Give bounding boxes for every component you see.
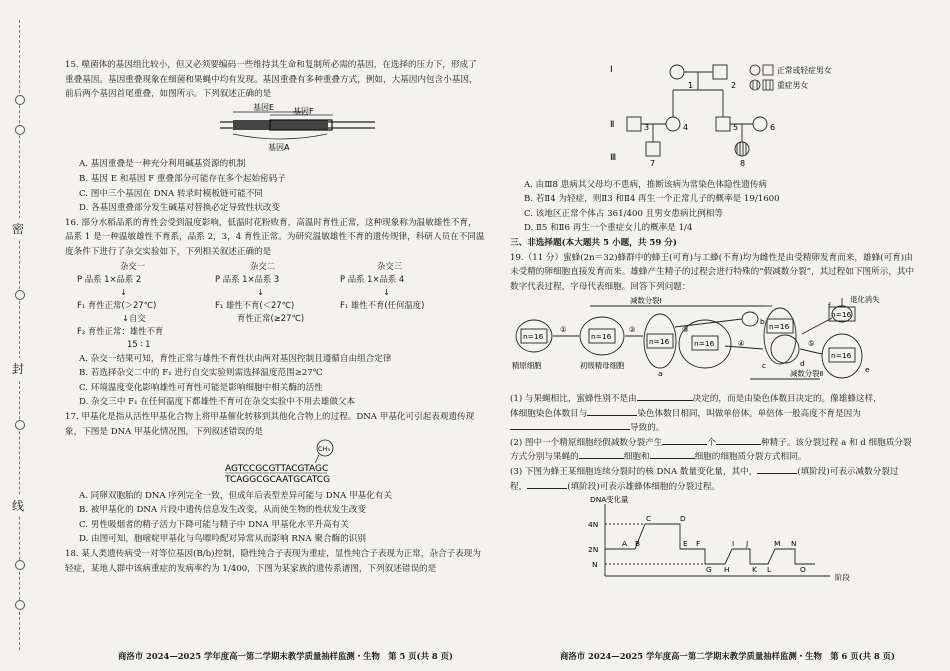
graph-ylabel: DNA变化量	[590, 495, 629, 505]
ytick-4n: 4N	[588, 520, 599, 530]
cross2-title: 杂交二	[250, 260, 276, 271]
point-e: E	[683, 539, 688, 549]
individual-3	[627, 117, 641, 131]
step-4: ④	[738, 339, 745, 349]
q18-option-b: B. 若Ⅱ4 为轻症，则Ⅱ3 和Ⅱ4 再生一个正常儿子的概率是 19/1600	[524, 194, 780, 205]
cross1-f1: F₁ 育性正常(＞27℃)	[77, 299, 157, 310]
point-m: M	[774, 539, 781, 549]
letter-d: d	[800, 359, 805, 369]
gene-a-label: 基因A	[268, 142, 290, 152]
cross1-ratio: 15 ∶ 1	[127, 338, 151, 349]
binding-hole	[15, 125, 25, 135]
num-7: 7	[650, 159, 656, 168]
binding-char-feng: 封	[12, 358, 24, 379]
n16-label: n=16	[831, 310, 852, 320]
binding-hole	[15, 290, 25, 300]
cross2-arrow: ↓	[257, 286, 265, 297]
q19-stem: 19.（11 分）蜜蜂(2n＝32)蜂群中的蜂王(可育)与工蜂(不育)均为雌性是由受精卵发育而来，雄蜂(可育)由未受精的卵细胞直接发育而来。雄蜂产生精子的过程会进行特殊的“假减数分裂”，其过程如下图所示，其中数字代表过程，字母代表细胞。回答下列问题：	[510, 252, 915, 292]
point-a: A	[622, 539, 628, 549]
binding-char-mi: 密	[12, 218, 24, 239]
footer-right: 商洛市 2024—2025 学年度高一第二学期末教学质量抽样监测・生物 第 6 页(共 8 页)	[560, 651, 895, 661]
q17-stem: 17. 甲基化是指从活性甲基化合物上将甲基催化转移到其他化合物上的过程。DNA 甲基化可引起表观遗传现象，下图是 DNA 甲基化情况图，下列叙述错误的是	[65, 411, 475, 437]
letter-b: b	[760, 317, 765, 327]
step-2: ②	[629, 325, 636, 335]
binding-margin	[0, 0, 40, 671]
dna-top-strand: AGTCCGCGTTACGTAGC	[225, 464, 329, 475]
num-4: 4	[683, 123, 689, 132]
answer-blank[interactable]	[662, 444, 707, 445]
q18-option-d: D. Ⅱ5 和Ⅱ6 再生一个重症女儿的概率是 1/4	[524, 223, 693, 234]
binding-line	[19, 20, 20, 650]
answer-blank[interactable]	[510, 429, 630, 430]
cell-b	[742, 312, 758, 326]
cross3-title: 杂交三	[377, 260, 403, 271]
num-3: 3	[644, 123, 650, 132]
gene-e-bar	[233, 120, 328, 130]
answer-blank[interactable]	[579, 458, 624, 459]
gen-2-label: Ⅱ	[610, 120, 615, 130]
q15-option-d: D. 各基因重叠部分发生碱基对替换必定导致性状改变	[79, 203, 281, 214]
individual-2	[713, 65, 727, 79]
cross-experiments	[65, 260, 485, 352]
q15-option-c: C. 图中三个基因在 DNA 转录时模板链可能不同	[79, 188, 263, 199]
cross3-f1: F₁ 雄性不育(任何温度)	[340, 299, 425, 310]
cross1-f2: F₂ 育性正常：雄性不育	[77, 325, 164, 336]
cross2-f1: F₁ 雄性不育(＜27℃)	[215, 299, 295, 310]
dna-methylation-figure	[65, 439, 485, 483]
point-c: C	[646, 514, 652, 524]
q19-part1-line2: 体细胞染色体数目与 染色体数目相同，叫做单倍体。单倍体一般高度不育是因为	[510, 408, 861, 419]
q17-option-c: C. 男性吸烟者的精子活力下降可能与精子中 DNA 甲基化水平升高有关	[79, 519, 349, 530]
q15-option-b: B. 基因 E 和基因 F 重叠部分可能存在多个起始密码子	[79, 173, 286, 184]
point-b: B	[635, 539, 641, 549]
dna-bottom-strand: TCAGGCGCAATGCATCG	[225, 475, 331, 484]
point-k: K	[752, 565, 757, 575]
legend-normal-label: 正常或轻症男女	[777, 66, 832, 75]
q16-option-a: A. 杂交一结果可知，育性正常与雄性不育性状由两对基因控制且遵循自由组合定律	[79, 353, 392, 364]
num-6: 6	[770, 123, 776, 132]
step-1: ①	[560, 325, 567, 335]
point-o: O	[800, 565, 806, 575]
answer-blank[interactable]	[716, 444, 761, 445]
point-g: G	[706, 565, 712, 575]
cross3-arrow: ↓	[383, 286, 391, 297]
letter-c: c	[762, 361, 767, 371]
q19-part1-line3: 导致的。	[510, 421, 915, 436]
section-heading: 三、非选择题(本大题共 5 小题，共 59 分)	[510, 237, 677, 248]
ytick-n: N	[592, 560, 598, 570]
dna-content-graph	[510, 494, 915, 586]
letter-e: e	[865, 365, 870, 375]
point-j: J	[746, 539, 749, 549]
cross2-f1-alt: 育性正常(≥27℃)	[237, 312, 305, 323]
gen-3-label: Ⅲ	[610, 153, 617, 163]
binding-hole	[15, 560, 25, 570]
num-5: 5	[733, 123, 739, 132]
n16-label: n=16	[694, 339, 715, 349]
right-page	[510, 60, 915, 592]
q15-option-a: A. 基因重叠是一种充分利用碱基资源的机制	[79, 159, 246, 170]
cross1-arrow: ↓	[120, 286, 128, 297]
answer-blank[interactable]	[527, 488, 567, 489]
n16-label: n=16	[591, 332, 612, 342]
num-8: 8	[740, 159, 746, 168]
q16-option-b: B. 若选择杂交二中的 F₁ 进行自交实验则需选择温度范围≥27℃	[79, 368, 323, 379]
answer-blank[interactable]	[757, 473, 797, 474]
legend-male-icon	[763, 65, 773, 75]
answer-blank[interactable]	[637, 400, 693, 401]
answer-blank[interactable]	[650, 458, 695, 459]
q16-option-c: C. 环境温度变化影响雄性可育性可能是影响细胞中相关酶的活性	[79, 382, 323, 393]
cross1-parents: P 品系 1×品系 2	[77, 273, 142, 284]
degeneration-label: 退化消失	[850, 295, 880, 305]
gene-overlap-figure	[65, 102, 485, 152]
n16-label: n=16	[831, 351, 852, 361]
binding-hole	[15, 420, 25, 430]
point-n: N	[791, 539, 797, 549]
individual-6	[753, 117, 767, 131]
step-5: ⑤	[808, 339, 815, 349]
binding-char-xian: 线	[12, 495, 24, 516]
meiosis2-label: 减数分裂Ⅱ	[790, 369, 824, 379]
num-1: 1	[688, 81, 694, 90]
gene-f-label: 基因F	[293, 106, 314, 116]
letter-f: f	[828, 301, 831, 311]
n16-label: n=16	[649, 337, 670, 347]
gen-1-label: Ⅰ	[610, 65, 613, 75]
binding-hole	[15, 600, 25, 610]
legend-affected-male-icon	[763, 80, 773, 90]
ytick-2n: 2N	[588, 545, 599, 555]
letter-a: a	[658, 369, 663, 379]
methyl-label: CH₃	[318, 445, 331, 454]
primary-spermatocyte-label: 初级精母细胞	[580, 361, 625, 371]
spermatogonium-label: 精原细胞	[512, 361, 542, 371]
q18-stem: 18. 某人类遗传病受一对等位基因(B/b)控制，隐性纯合子表现为重症，显性纯合子表现为正常，杂合子表现为轻症，某地人群中该病重症的发病率约为 1/400，下图为某家族的遗传系谱图，下列叙述错误的是	[65, 549, 481, 574]
q16-stem: 16. 部分水稻品系的育性会受到温度影响，低温时花粉败育，高温时育性正常，这种现象称为温敏雄性不育，品系 1 是一种温敏雄性不育系，品系 2，3，4 育性正常。为研究温敏雄性不育的遗传规律，科研人员在不同温度条件下进行了杂交实验如下，下列相关叙述正确的是	[65, 217, 485, 257]
point-l: L	[767, 565, 772, 575]
q17-option-d: D. 由图可知，胞嘧啶甲基化与鸟嘌呤配对异常从而影响 RNA 聚合酶的识别	[79, 534, 366, 545]
num-2: 2	[731, 81, 737, 90]
cell-d	[771, 335, 799, 363]
binding-hole	[15, 95, 25, 105]
point-d: D	[680, 514, 686, 524]
point-i: I	[732, 539, 735, 549]
n16-label: n=16	[769, 322, 790, 332]
individual-5	[716, 117, 730, 131]
n16-label: n=16	[523, 332, 544, 342]
q17-option-b: B. 被甲基化的 DNA 片段中遗传信息发生改变，从而使生物的性状发生改变	[79, 505, 367, 516]
q17-option-a: A. 同卵双胞胎的 DNA 序列完全一致，但成年后表型差异可能与 DNA 甲基化有关	[79, 490, 393, 501]
legend-female-icon	[750, 65, 760, 75]
pseudo-meiosis-figure	[510, 294, 915, 386]
graph-xlabel: 阶段	[835, 573, 850, 583]
q18-option-a: A. 由Ⅲ8 患病其父母均不患病，推断该病为常染色体隐性遗传病	[524, 179, 768, 190]
individual-4	[666, 117, 680, 131]
q19-part3: (3) 下图为蜂王某细胞连续分裂时的核 DNA 数量变化量，其中， (填阶段)可表示减数分裂过程， (填阶段)可表示雄蜂体细胞的分裂过程。	[510, 466, 899, 492]
cross1-title: 杂交一	[120, 260, 146, 271]
cross3-parents: P 品系 1×品系 4	[340, 273, 405, 284]
meiosis1-label: 减数分裂Ⅰ	[630, 296, 662, 306]
cross2-parents: P 品系 1×品系 3	[215, 273, 280, 284]
cross1-selfing: ↓自交	[122, 312, 146, 323]
footer-left: 商洛市 2024—2025 学年度高一第二学期末教学质量抽样监测・生物 第 5 页(共 8 页)	[118, 651, 453, 661]
q16-option-d: D. 杂交三中 F₁ 在任何温度下都雄性不育可在杂交实验中不用去雄做父本	[79, 397, 356, 408]
q19-part1-line1: (1) 与果蝇相比，蜜蜂性别不是由 决定的，而是由染色体数目决定的。像雄蜂这样，	[510, 393, 882, 404]
gene-e-label: 基因E	[253, 102, 275, 112]
legend-severe-label: 重症男女	[777, 81, 809, 90]
individual-7	[646, 142, 660, 156]
q15-stem: 15. 噬菌体的基因组比较小，但又必须要编码一些维持其生命和复制所必需的基因，在选择的压力下，形成了重叠基因。基因重叠现象在细菌和果蝇中均有发现。基因重叠有多种重叠方式，例如，大基因内包含小基因，前后两个基因首尾重叠，如图所示。下列叙述正确的是	[65, 60, 478, 100]
point-h: H	[724, 565, 730, 575]
step-3: ③	[682, 325, 689, 335]
answer-blank[interactable]	[587, 415, 637, 416]
left-page	[65, 58, 485, 576]
q19-part2-line1: (2) 图中一个精原细胞经假减数分裂产生 个 种精子。该分裂过程 a 和 d 细胞质分裂方式分别与果蝇的 细胞和 细胞的细胞质分裂方式相同。	[510, 437, 912, 463]
pedigree-chart	[510, 60, 915, 172]
point-f: F	[696, 539, 701, 549]
legend-affected-female-icon	[750, 80, 760, 90]
q18-option-c: C. 该地区正常个体占 361/400 且男女患病比例相等	[524, 208, 723, 219]
individual-1	[670, 65, 684, 79]
